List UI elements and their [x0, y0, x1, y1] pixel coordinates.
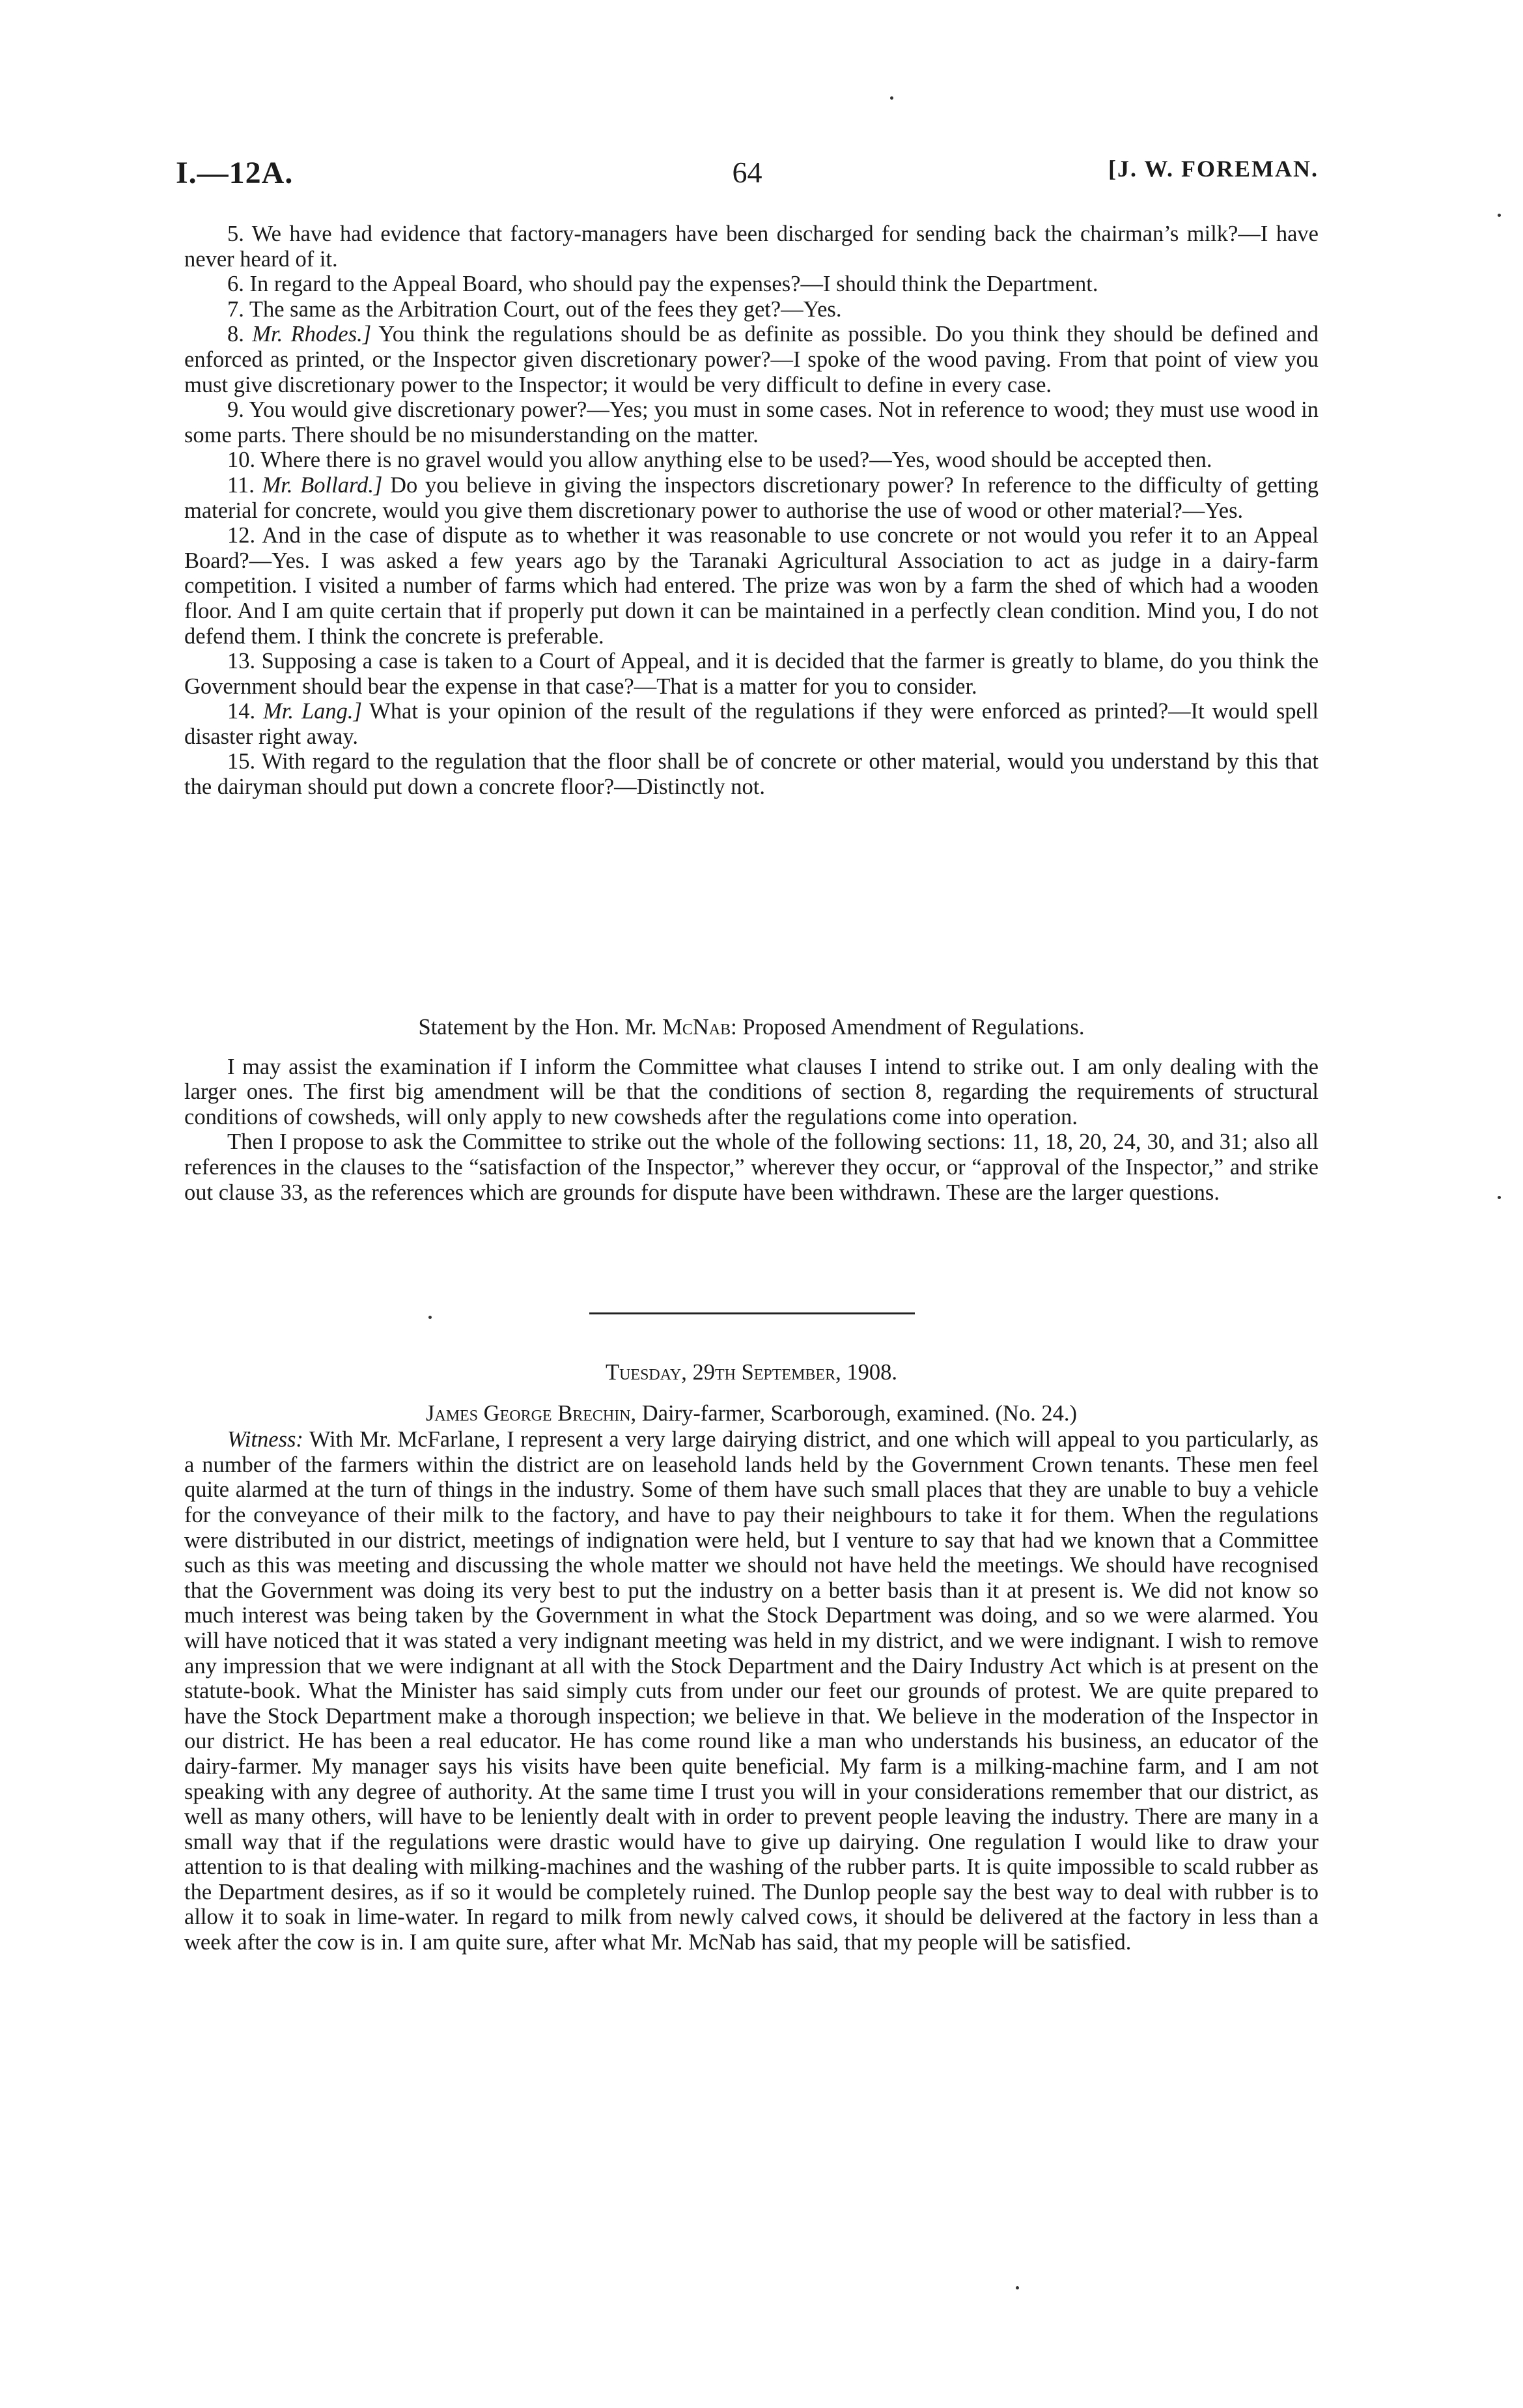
speaker-name: Mr. Rhodes.] [252, 322, 372, 347]
witness-running-head: [J. W. FOREMAN. [1108, 156, 1319, 182]
witness-label: Witness: [227, 1427, 303, 1452]
statement-paragraph: Then I propose to ask the Committee to strike out the whole of the following sections: 11, 18, 20, 24, 30, and 31; also all references in the clauses to the “satisfaction of the Inspector,” wherever they occur, or “approval of the Inspector,” and strike out clause 33, as the references which are grounds for dispute have been withdrawn. These are the larger questions. [184, 1129, 1319, 1205]
scan-speck [1498, 1196, 1501, 1199]
scan-speck [428, 1316, 432, 1319]
qa-item: 5. We have had evidence that factory-managers have been discharged for sending back the chairman’s milk?—I have never heard of it. [184, 221, 1319, 272]
speaker-name: Mr. Bollard.] [262, 472, 383, 498]
section-divider [589, 1312, 915, 1314]
qa-item: 9. You would give discretionary power?—Yes; you must in some cases. Not in reference to wood; they must use wood in some parts. There should be no misunderstanding on the matter. [184, 397, 1319, 447]
witness-heading: James George Brechin, Dairy-farmer, Scarborough, examined. (No. 24.) [425, 1400, 1078, 1426]
qa-item: 15. With regard to the regulation that the floor shall be of concrete or other material, would you understand by this that the dairyman should put down a concrete floor?—Distinctly not. [184, 749, 1319, 800]
speaker-name: Mr. Lang.] [263, 699, 362, 724]
statement-paragraph: I may assist the examination if I inform the Committee what clauses I intend to strike out. I am only dealing with the larger ones. The first big amendment will be that the conditions of section 8, regarding the requirements of structural conditions of cowsheds, will only apply to new cowsheds after the regulations come into operation. [184, 1054, 1319, 1129]
qa-section [184, 221, 1319, 800]
scan-speck [890, 96, 893, 100]
qa-item: 14. Mr. Lang.] What is your opinion of the result of the regulations if they were enforced as printed?—It would spell disaster right away. [184, 699, 1319, 749]
scan-speck [1016, 2286, 1019, 2289]
statement-section [184, 1015, 1319, 1205]
witness-statement: Witness: With Mr. McFarlane, I represent a very large dairying district, and one which will appeal to you particularly, as a number of the farmers within the district are on leasehold lands held by the Government Crown tenants. These men feel quite alarmed at the turn of things in the industry. Some of them have such small places that they are unable to buy a vehicle for the conveyance of their milk to the factory, and have to pay their neighbours to take it for them. When the regulations were distributed in our district, meetings of indignation were held, but I venture to say that had we known that a Committee such as this was meeting and discussing the whole matter we should not have held the meetings. We should have recognised that the Government was doing its very best to put the industry on a better basis than it at present is. We did not know so much interest was being taken by the Government in what the Stock Department was doing, and so we were alarmed. You will have noticed that it was stated a very indignant meeting was held in my district, and we were indignant. I wish to remove any impression that we were indignant at all with the Stock Department and the Dairy Industry Act which is at present on the statute-book. What the Minister has said simply cuts from under our feet our grounds of protest. We are quite prepared to have the Stock Department make a thorough inspection; we believe in that. We believe in the moderation of the Inspector in our district. He has been a real educator. He has come round like a man who understands his business, an educator of the dairy-farmer. My manager says his visits have been quite beneficial. My farm is a milking-machine farm, and I am not speaking with any degree of authority. At the same time I trust you will in your considerations remember that our district, as well as many others, will have to be leniently dealt with in order to prevent people leaving the industry. There are many in a small way that if the regulations were drastic would have to give up dairying. One regulation I would like to draw your attention to is that dealing with milking-machines and the washing of the rubber parts. It is quite impossible to scald rubber as the Department desires, as if so it would be completely ruined. The Dunlop people say the best way to deal with rubber is to allow it to soak in lime-water. In regard to milk from newly calved cows, it should be delivered at the factory in less than a week after the cow is in. I am quite sure, after what Mr. McNab has said, that my people will be satisfied. [184, 1427, 1319, 1955]
session-date: Tuesday, 29th September, 1908. [606, 1360, 897, 1385]
document-reference: I.—12A. [176, 156, 294, 190]
scan-speck [1498, 214, 1501, 217]
qa-item: 11. Mr. Bollard.] Do you believe in giving the inspectors discretionary power? In reference to the difficulty of getting material for concrete, would you give them discretionary power to authorise the use of wood or other material?—Yes. [184, 472, 1319, 523]
qa-item: 10. Where there is no gravel would you allow anything else to be used?—Yes, wood should be accepted then. [227, 447, 1212, 473]
qa-item: 12. And in the case of dispute as to whether it was reasonable to use concrete or not would you refer it to an Appeal Board?—Yes. I was asked a few years ago by the Taranaki Agricultural Association to act as judge in a dairy-farm competition. I visited a number of farms which had entered. The prize was won by a farm the shed of which had a wooden floor. And I am quite certain that if properly put down it can be maintained in a perfectly clean condition. Mind you, I do not defend them. I think the concrete is preferable. [184, 523, 1319, 649]
qa-item: 8. Mr. Rhodes.] You think the regulations should be as definite as possible. Do you think they should be defined and enforced as printed, or the Inspector given discretionary power?—I spoke of the wood paving. From that point of view you must give discretionary power to the Inspector; it would be very difficult to define in every case. [184, 322, 1319, 397]
statement-heading: Statement by the Hon. Mr. McNab: Proposed Amendment of Regulations. [418, 1015, 1085, 1040]
qa-item: 7. The same as the Arbitration Court, out of the fees they get?—Yes. [227, 296, 842, 322]
session-section [184, 1360, 1319, 1955]
qa-item: 6. In regard to the Appeal Board, who should pay the expenses?—I should think the Department. [227, 272, 1098, 297]
page-number: 64 [732, 156, 762, 189]
page-header [176, 155, 1319, 194]
qa-item: 13. Supposing a case is taken to a Court of Appeal, and it is decided that the farmer is greatly to blame, do you think the Government should bear the expense in that case?—That is a matter for you to consider. [184, 649, 1319, 699]
